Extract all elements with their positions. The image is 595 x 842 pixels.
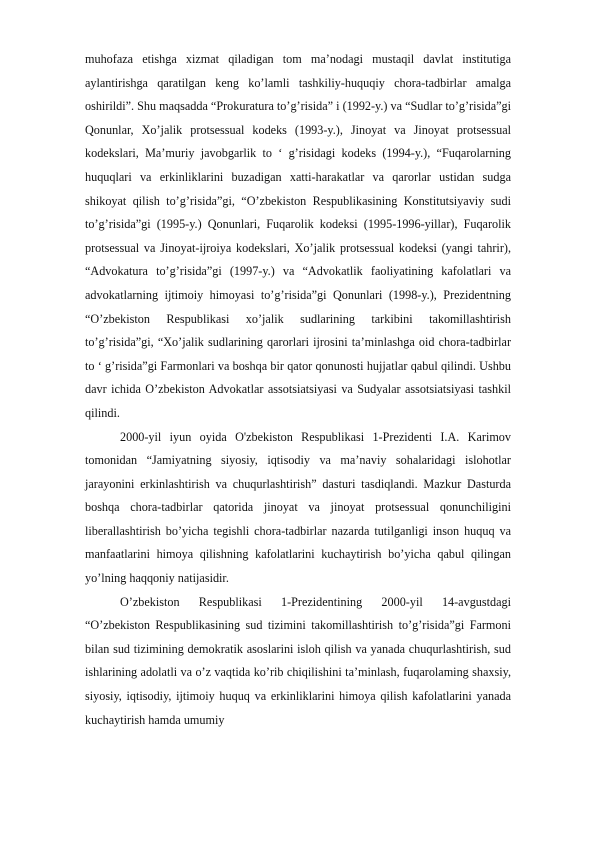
paragraph-2: 2000-yil iyun oyida O'zbekiston Respublikasi 1-Prezidenti I.A. Karimov tomonidan “Jamiyatning siyosiy, iqtisodiy va ma’naviy sohalaridagi islohotlar jarayonini erkinlashtirish va chuqurlashtirish” dasturi tasdiqlandi. Mazkur Dasturda boshqa chora-tadbirlar qatorida jinoyat va jinoyat protsessual qonunchiligini liberallashtirish bo’yicha tegishli chora-tadbirlar nazarda tutilganligi inson huquq va manfaatlarini himoya qilishning kafolatlarini kuchaytirish bo’yicha qabul qilingan yo’lning haqqoniy natijasidir. [85, 429, 511, 586]
paragraph-1: muhofaza etishga xizmat qiladigan tom ma’nodagi mustaqil davlat institutiga aylantirishga qaratilgan keng ko’lamli tashkiliy-huquqiy chora-tadbirlar amalga oshirildi”. Shu maqsadda “Prokuratura to’g’risida” i (1992-y.) va “Sudlar to’g’risida”gi Qonunlar, Xo’jalik protsessual kodeks (1993-y.), Jinoyat va Jinoyat protsessual kodekslari, Ma’muriy javobgarlik to ‘ g’risidagi kodeks (1994-y.), “Fuqarolarning huquqlari va erkinliklarini buzadigan xatti-harakatlar va qarorlar ustidan sudga shikoyat qilish to’g’risida”gi, “O’zbekiston Respublikasining Konstitutsiyaviy sudi to’g’risida”gi (1995-y.) Qonunlari, Fuqarolik kodeksi (1995-1996-yillar), Fuqarolik protsessual va Jinoyat-ijroiya kodekslari, Xo’jalik protsessual kodeksi (yangi tahrir), “Advokatura to’g’risida”gi (1997-y.) va “Advokatlik faoliyatining kafolatlari va advokatlarning ijtimoiy himoyasi to’g’risida”gi Qonunlari (1998-y.), Prezidentning “O’zbekiston Respublikasi xo’jalik sudlarining tarkibini takomillashtirish to’g’risida”gi, “Xo’jalik sudlarining qarorlari ijrosini ta’minlashga oid chora-tadbirlar to ‘ g’risida”gi Farmonlari va boshqa bir qator qonunosti hujjatlar qabul qilindi. Ushbu davr ichida O’zbekiston Advokatlar assotsiatsiyasi va Sudyalar assotsiatsiyasi tashkil qilindi. [85, 52, 511, 420]
paragraph-3: O’zbekiston Respublikasi 1-Prezidentining 2000-yil 14-avgustdagi “O’zbekiston Respublikasining sud tizimini takomillashtirish to’g’risida”gi Farmoni bilan sud tizimining demokratik asoslarini isloh qilish va yanada chuqurlashtirish, sud ishlarining adolatli va o’z vaqtida ko’rib chiqilishini ta’minlash, fuqarolaming shaxsiy, siyosiy, iqtisodiy, ijtimoiy huquq va erkinliklarini himoya qilish kafolatlarini yanada kuchaytirish hamda umumiy [85, 594, 511, 727]
document-body [85, 48, 511, 732]
